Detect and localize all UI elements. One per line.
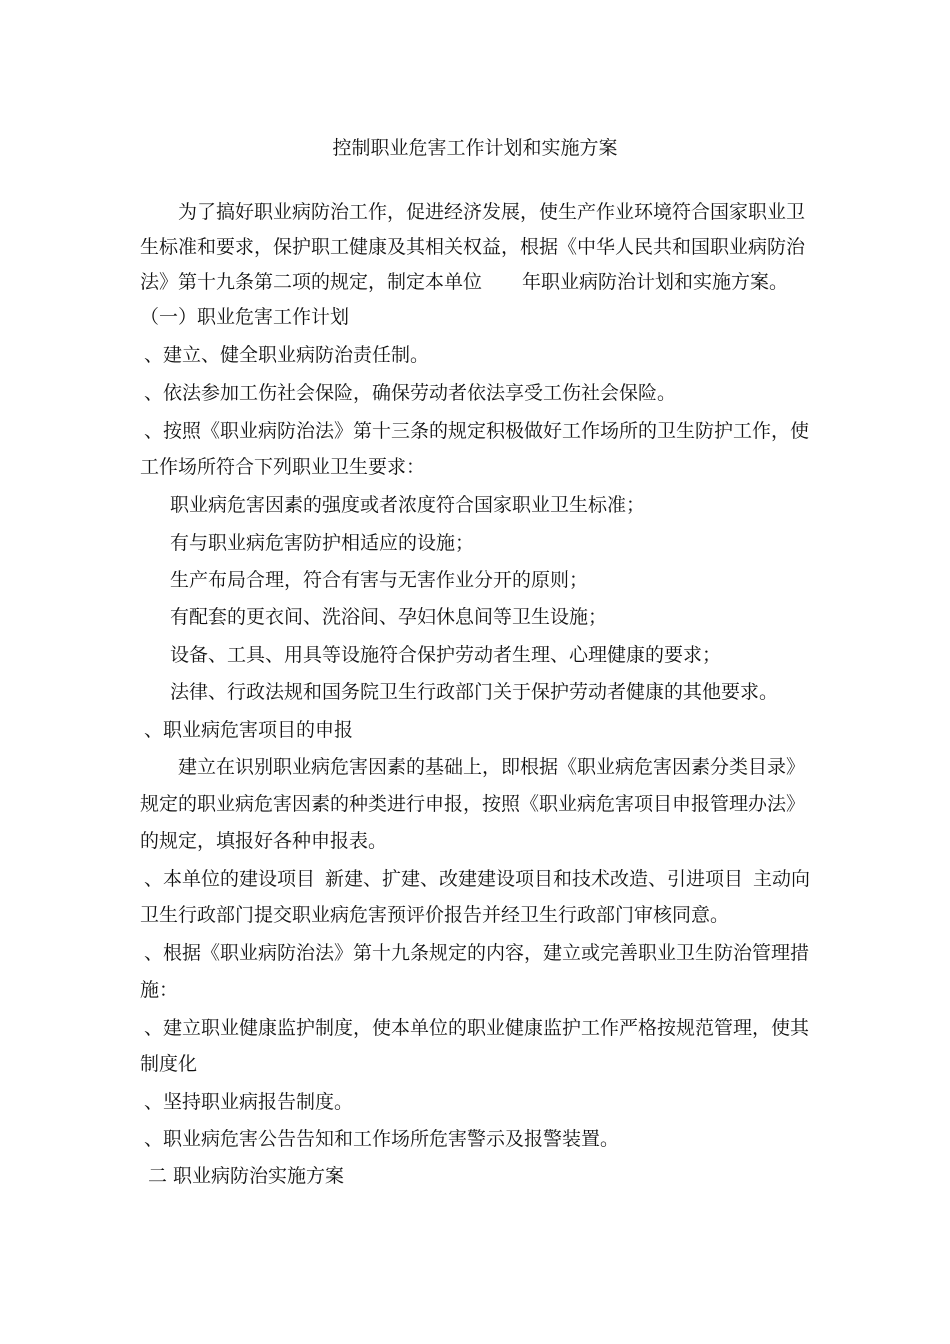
item-5-part-a: 、本单位的建设项目 xyxy=(144,868,316,890)
item-1: 、建立、健全职业病防治责任制。 xyxy=(144,344,430,366)
item-5-part-b: 新建、扩建、改建建设项目和技术改造、引进项目 xyxy=(325,868,744,890)
requirement-2: 有与职业病危害防护相适应的设施； xyxy=(170,532,475,554)
item-4-body-line-3: 的规定，填报好各种申报表。 xyxy=(140,830,388,852)
section-2-heading: 二 职业病防治实施方案 xyxy=(148,1165,345,1187)
item-7-line-2: 制度化 xyxy=(140,1053,198,1075)
item-3-line-1: 、按照《职业病防治法》第十三条的规定积极做好工作场所的卫生防护工作，使 xyxy=(144,420,810,442)
item-5-part-c: 主动向 xyxy=(753,868,811,890)
item-4: 、职业病危害项目的申报 xyxy=(144,719,354,741)
item-3-line-2: 工作场所符合下列职业卫生要求： xyxy=(140,456,426,478)
intro-line-3-part-a: 法》第十九条第二项的规定，制定本单位 xyxy=(140,271,483,293)
section-1-heading: （一）职业危害工作计划 xyxy=(140,306,350,328)
document-title: 控制职业危害工作计划和实施方案 xyxy=(332,137,618,159)
item-7-line-1: 、建立职业健康监护制度，使本单位的职业健康监护工作严格按规范管理，使其 xyxy=(144,1017,810,1039)
item-2: 、依法参加工伤社会保险，确保劳动者依法享受工伤社会保险。 xyxy=(144,382,677,404)
item-5-line-2: 卫生行政部门提交职业病危害预评价报告并经卫生行政部门审核同意。 xyxy=(140,904,730,926)
requirement-5: 设备、工具、用具等设施符合保护劳动者生理、心理健康的要求； xyxy=(170,644,722,666)
intro-line-2: 生标准和要求，保护职工健康及其相关权益，根据《中华人民共和国职业病防治 xyxy=(140,236,806,258)
requirement-4: 有配套的更衣间、洗浴间、孕妇休息间等卫生设施； xyxy=(170,606,608,628)
item-5-line-1 xyxy=(144,867,810,891)
item-6-line-1: 、根据《职业病防治法》第十九条规定的内容，建立或完善职业卫生防治管理措 xyxy=(144,942,810,964)
intro-line-3 xyxy=(140,270,788,294)
intro-line-3-part-b: 年职业病防治计划和实施方案。 xyxy=(522,271,789,293)
item-4-body-line-2: 规定的职业病危害因素的种类进行申报，按照《职业病危害项目申报管理办法》 xyxy=(140,793,806,815)
item-6-line-2: 施： xyxy=(140,979,179,1001)
item-8: 、坚持职业病报告制度。 xyxy=(144,1091,354,1113)
item-4-body-line-1: 建立在识别职业病危害因素的基础上，即根据《职业病危害因素分类目录》 xyxy=(178,756,806,778)
intro-line-1: 为了搞好职业病防治工作，促进经济发展，使生产作业环境符合国家职业卫 xyxy=(178,201,806,223)
requirement-3: 生产布局合理，符合有害与无害作业分开的原则； xyxy=(170,569,589,591)
requirement-1: 职业病危害因素的强度或者浓度符合国家职业卫生标准； xyxy=(170,494,646,516)
item-9: 、职业病危害公告告知和工作场所危害警示及报警装置。 xyxy=(144,1128,620,1150)
requirement-6: 法律、行政法规和国务院卫生行政部门关于保护劳动者健康的其他要求。 xyxy=(170,681,779,703)
